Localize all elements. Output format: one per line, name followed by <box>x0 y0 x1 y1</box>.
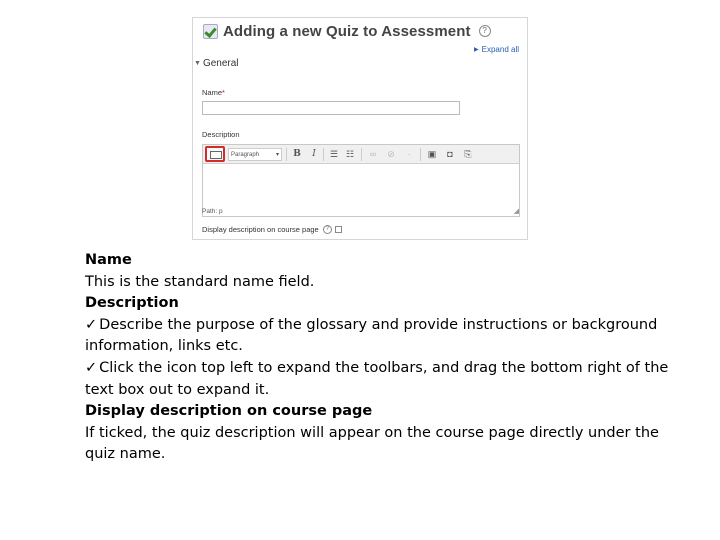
editor-path: Path: p <box>202 208 223 215</box>
description-bullet <box>85 315 685 358</box>
paragraph-format-select[interactable] <box>228 148 282 161</box>
resize-handle-icon[interactable]: ◢ <box>513 208 519 215</box>
name-label <box>202 88 225 97</box>
expand-all-link[interactable] <box>474 45 519 54</box>
toolbar-divider <box>286 148 287 161</box>
unordered-list-icon[interactable]: ☰ <box>329 149 339 159</box>
ordered-list-icon[interactable]: ☷ <box>345 149 355 159</box>
description-bullet <box>85 358 685 401</box>
file-icon[interactable]: ⎘ <box>464 149 472 159</box>
expand-all-label: Expand all <box>481 45 519 54</box>
name-label-text: Name <box>202 88 223 97</box>
display-description-label: Display description on course page <box>202 225 319 234</box>
display-heading: Display description on course page <box>85 403 373 420</box>
link-icon[interactable]: ∞ <box>369 149 377 159</box>
description-heading: Description <box>85 295 179 312</box>
name-description: This is the standard name field. <box>85 273 315 290</box>
page-title: Adding a new Quiz to Assessment <box>223 22 471 40</box>
media-icon[interactable]: ◘ <box>447 149 453 159</box>
help-icon[interactable]: ? <box>323 225 332 234</box>
required-marker: * <box>222 88 225 97</box>
toolbar-divider <box>323 148 324 161</box>
editor-toolbar <box>203 145 519 164</box>
display-description-checkbox[interactable] <box>335 226 342 233</box>
section-general-label: General <box>202 58 239 69</box>
form-header <box>203 21 491 41</box>
description-bullet-text: Describe the purpose of the glossary and provide instructions or background information, links etc. <box>85 316 658 355</box>
toolbar-toggle-button[interactable] <box>205 146 225 162</box>
display-description-row <box>202 225 342 234</box>
section-general-toggle[interactable] <box>194 58 239 69</box>
toolbar-divider <box>420 148 421 161</box>
spacer-icon: · <box>407 149 411 159</box>
name-heading: Name <box>85 252 132 268</box>
paragraph-format-value: Paragraph <box>231 152 260 158</box>
chevron-down-icon: ▾ <box>275 152 279 158</box>
description-editor[interactable] <box>202 144 520 217</box>
help-icon[interactable]: ? <box>479 25 491 37</box>
expand-triangle-icon: ▶ <box>474 47 479 53</box>
explanation-text <box>85 250 685 466</box>
quiz-form-screenshot <box>192 17 528 240</box>
display-description: If ticked, the quiz description will appear on the course page directly under the quiz name. <box>85 424 659 463</box>
toolbar-divider <box>361 148 362 161</box>
description-label: Description <box>202 130 240 139</box>
image-icon[interactable]: ▣ <box>427 149 437 159</box>
italic-button[interactable]: I <box>312 149 316 159</box>
description-bullet-text: Click the icon top left to expand the toolbars, and drag the bottom right of the text box out to expand it. <box>85 359 669 398</box>
check-bullet-icon: ✓ <box>85 359 98 376</box>
collapse-caret-icon: ▼ <box>194 60 201 67</box>
check-bullet-icon: ✓ <box>85 316 98 333</box>
quiz-checkmark-icon <box>203 24 218 39</box>
name-field[interactable] <box>202 101 460 115</box>
editor-content-area[interactable] <box>203 164 519 210</box>
unlink-icon[interactable]: ⊘ <box>387 149 395 159</box>
toolbar-toggle-icon <box>210 151 222 159</box>
bold-button[interactable]: B <box>293 149 301 159</box>
